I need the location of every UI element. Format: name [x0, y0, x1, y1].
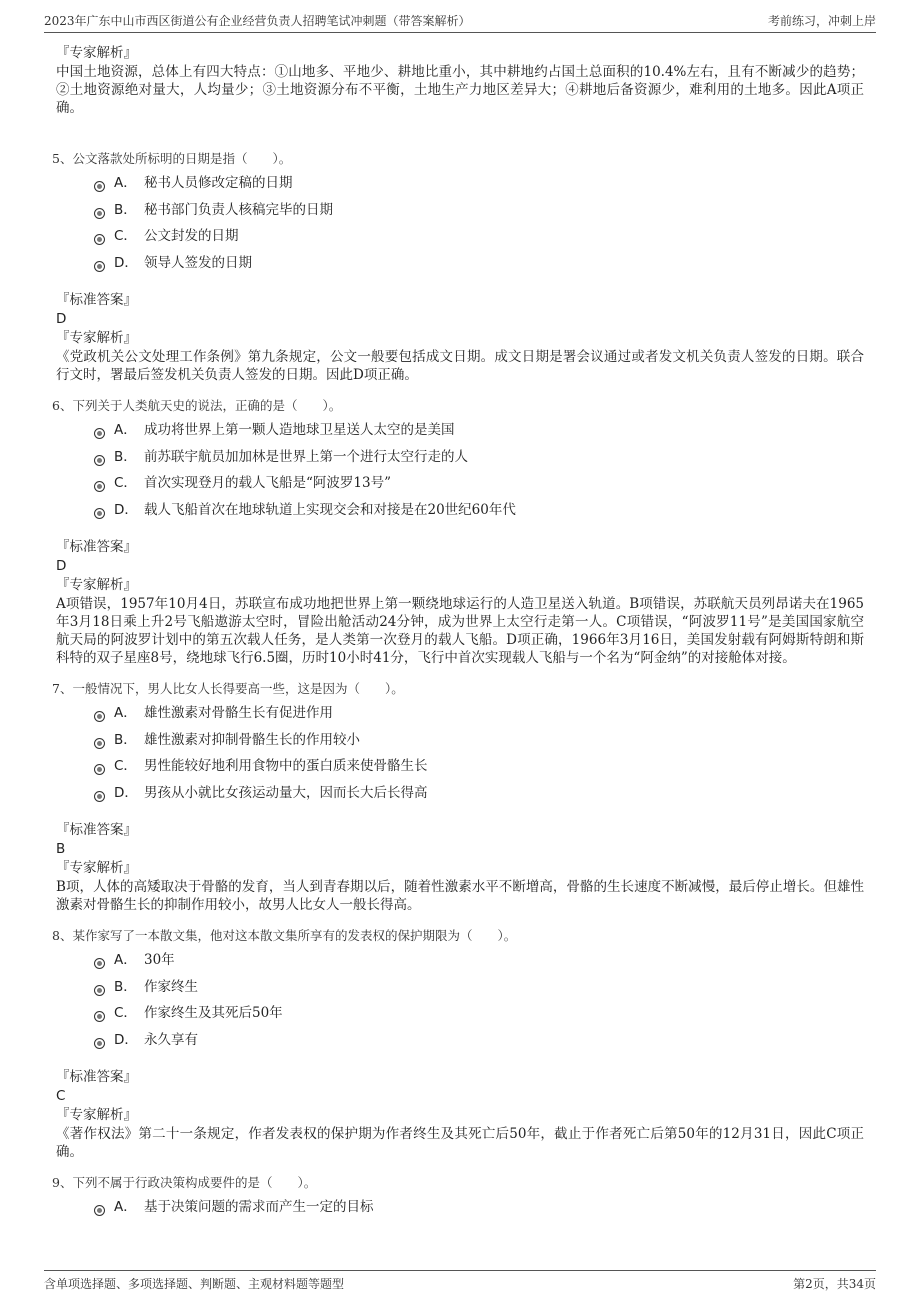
option-letter: C．	[114, 1005, 137, 1021]
footer-note: 含单项选择题、多项选择题、判断题、主观材料题等题型	[44, 1277, 345, 1291]
option-list	[56, 173, 864, 279]
option-d[interactable]	[56, 1030, 864, 1057]
option-text: 前苏联宇航员加加林是世界上第一个进行太空行走的人	[144, 448, 468, 465]
expert-analysis-text: 中国土地资源，总体上有四大特点：①山地多、平地少、耕地比重小，其中耕地约占国土总面积的10.4%左右，且有不断减少的趋势；②土地资源绝对量大，人均量少；③土地资源分布不平衡，土地生产力地区差异大；④耕地后备资源少，难利用的土地多。因此A项正确。	[56, 64, 864, 116]
option-text: 永久享有	[144, 1031, 198, 1048]
option-b[interactable]	[56, 200, 864, 227]
option-text: 领导人签发的日期	[144, 254, 252, 271]
option-letter: D．	[114, 254, 138, 271]
option-text: 男孩从小就比女孩运动量大，因而长大后长得高	[144, 784, 428, 801]
standard-answer: B	[56, 841, 66, 857]
option-b[interactable]	[56, 977, 864, 1004]
standard-answer: D	[56, 558, 67, 574]
option-letter: D．	[114, 501, 138, 518]
page-number: 第2页，共34页	[793, 1277, 876, 1291]
standard-answer: C	[56, 1088, 66, 1104]
option-letter: C．	[114, 758, 137, 774]
radio-icon[interactable]	[94, 481, 105, 492]
option-b[interactable]	[56, 447, 864, 474]
radio-icon[interactable]	[94, 1205, 105, 1216]
option-list	[56, 420, 864, 526]
option-a[interactable]	[56, 173, 864, 200]
standard-answer-label: 『标准答案』	[56, 539, 137, 555]
option-d[interactable]	[56, 783, 864, 810]
radio-icon[interactable]	[94, 764, 105, 775]
option-text: 作家终生	[144, 978, 198, 995]
option-text: 成功将世界上第一颗人造地球卫星送人太空的是美国	[144, 422, 455, 438]
standard-answer-label: 『标准答案』	[56, 822, 137, 838]
option-text: 公文封发的日期	[144, 228, 239, 244]
expert-analysis-label: 『专家解析』	[56, 860, 137, 876]
radio-icon[interactable]	[94, 791, 105, 802]
option-text: 雄性激素对抑制骨骼生长的作用较小	[144, 731, 360, 748]
question-stem: 9、下列不属于行政决策构成要件的是（ ）。	[52, 1175, 317, 1190]
option-c[interactable]	[56, 226, 864, 253]
question-stem: 7、一般情况下，男人比女人长得要高一些，这是因为（ ）。	[52, 681, 404, 696]
expert-analysis-text: B项，人体的高矮取决于骨骼的发育，当人到青春期以后，随着性激素水平不断增高，骨骼的生长速度不断减慢，最后停止增长。但雄性激素对骨骼生长的抑制作用较小，故男人比女人一般长得高。	[56, 879, 864, 913]
option-a[interactable]	[56, 420, 864, 447]
radio-icon[interactable]	[94, 1011, 105, 1022]
expert-analysis-label: 『专家解析』	[56, 330, 137, 346]
option-text: 秘书人员修改定稿的日期	[144, 175, 293, 191]
radio-icon[interactable]	[94, 234, 105, 245]
option-letter: B．	[114, 201, 137, 218]
option-letter: D．	[114, 1031, 138, 1048]
question-stem: 8、某作家写了一本散文集，他对这本散文集所享有的发表权的保护期限为（ ）。	[52, 928, 517, 943]
option-letter: A．	[114, 422, 137, 438]
option-letter: B．	[114, 448, 137, 465]
option-d[interactable]	[56, 253, 864, 280]
option-text: 载人飞船首次在地球轨道上实现交会和对接是在20世纪60年代	[144, 501, 516, 518]
option-text: 30年	[144, 952, 175, 968]
page-footer	[44, 1270, 876, 1293]
option-text: 男性能较好地利用食物中的蛋白质来使骨骼生长	[144, 758, 428, 774]
option-text: 首次实现登月的载人飞船是“阿波罗13号”	[144, 475, 391, 491]
option-list	[56, 950, 864, 1056]
option-c[interactable]	[56, 756, 864, 783]
option-list	[56, 1197, 864, 1224]
page-content	[52, 44, 864, 1224]
page-header	[44, 10, 876, 33]
standard-answer-label: 『标准答案』	[56, 292, 137, 308]
header-slogan: 考前练习，冲刺上岸	[767, 14, 876, 28]
expert-analysis-text: A项错误，1957年10月4日，苏联宣布成功地把世界上第一颗绕地球运行的人造卫星送入轨道。B项错误，苏联航天员列昂诺夫在1965年3月18日乘上升2号飞船遨游太空时，冒险出舱活动24分钟，成为世界上太空行走第一人。C项错误，“阿波罗11号”是美国国家航空航天局的阿波罗计划中的第五次载人任务，是人类第一次登月的载人飞船。D项正确，1966年3月16日，美国发射载有阿姆斯特朗和斯科特的双子星座8号，绕地球飞行6.5圈，历时10小时41分，飞行中首次实现载人飞船与一个名为“阿金纳”的对接舱体对接。	[56, 596, 864, 666]
option-letter: C．	[114, 475, 137, 491]
option-letter: A．	[114, 705, 137, 721]
option-letter: C．	[114, 228, 137, 244]
option-b[interactable]	[56, 730, 864, 757]
option-letter: A．	[114, 952, 137, 968]
option-text: 基于决策问题的需求而产生一定的目标	[144, 1199, 374, 1215]
option-c[interactable]	[56, 1003, 864, 1030]
option-letter: A．	[114, 175, 137, 191]
standard-answer-label: 『标准答案』	[56, 1069, 137, 1085]
option-a[interactable]	[56, 1197, 864, 1224]
option-a[interactable]	[56, 703, 864, 730]
expert-analysis-label: 『专家解析』	[56, 45, 137, 61]
radio-icon[interactable]	[94, 1038, 105, 1049]
option-letter: B．	[114, 978, 137, 995]
option-d[interactable]	[56, 500, 864, 527]
radio-icon[interactable]	[94, 738, 105, 749]
option-text: 雄性激素对骨骼生长有促进作用	[144, 705, 333, 721]
expert-analysis-label: 『专家解析』	[56, 1107, 137, 1123]
radio-icon[interactable]	[94, 428, 105, 439]
radio-icon[interactable]	[94, 711, 105, 722]
option-text: 秘书部门负责人核稿完毕的日期	[144, 201, 333, 218]
radio-icon[interactable]	[94, 208, 105, 219]
option-a[interactable]	[56, 950, 864, 977]
radio-icon[interactable]	[94, 985, 105, 996]
option-letter: A．	[114, 1199, 137, 1215]
radio-icon[interactable]	[94, 508, 105, 519]
radio-icon[interactable]	[94, 181, 105, 192]
expert-analysis-text: 《著作权法》第二十一条规定，作者发表权的保护期为作者终生及其死亡后50年，截止于作者死亡后第50年的12月31日，因此C项正确。	[56, 1126, 864, 1160]
option-text: 作家终生及其死后50年	[144, 1005, 283, 1021]
radio-icon[interactable]	[94, 958, 105, 969]
radio-icon[interactable]	[94, 261, 105, 272]
option-letter: D．	[114, 784, 138, 801]
expert-analysis-text: 《党政机关公文处理工作条例》第九条规定，公文一般要包括成文日期。成文日期是署会议通过或者发文机关负责人签发的日期。联合行文时，署最后签发机关负责人签发的日期。因此D项正确。	[56, 349, 864, 383]
standard-answer: D	[56, 311, 67, 327]
document-title: 2023年广东中山市西区街道公有企业经营负责人招聘笔试冲刺题（带答案解析）	[44, 14, 471, 28]
question-stem: 5、公文落款处所标明的日期是指（ ）。	[52, 151, 292, 166]
expert-analysis-label: 『专家解析』	[56, 577, 137, 593]
radio-icon[interactable]	[94, 455, 105, 466]
option-c[interactable]	[56, 473, 864, 500]
option-list	[56, 703, 864, 809]
option-letter: B．	[114, 731, 137, 748]
question-stem: 6、下列关于人类航天史的说法，正确的是（ ）。	[52, 398, 342, 413]
